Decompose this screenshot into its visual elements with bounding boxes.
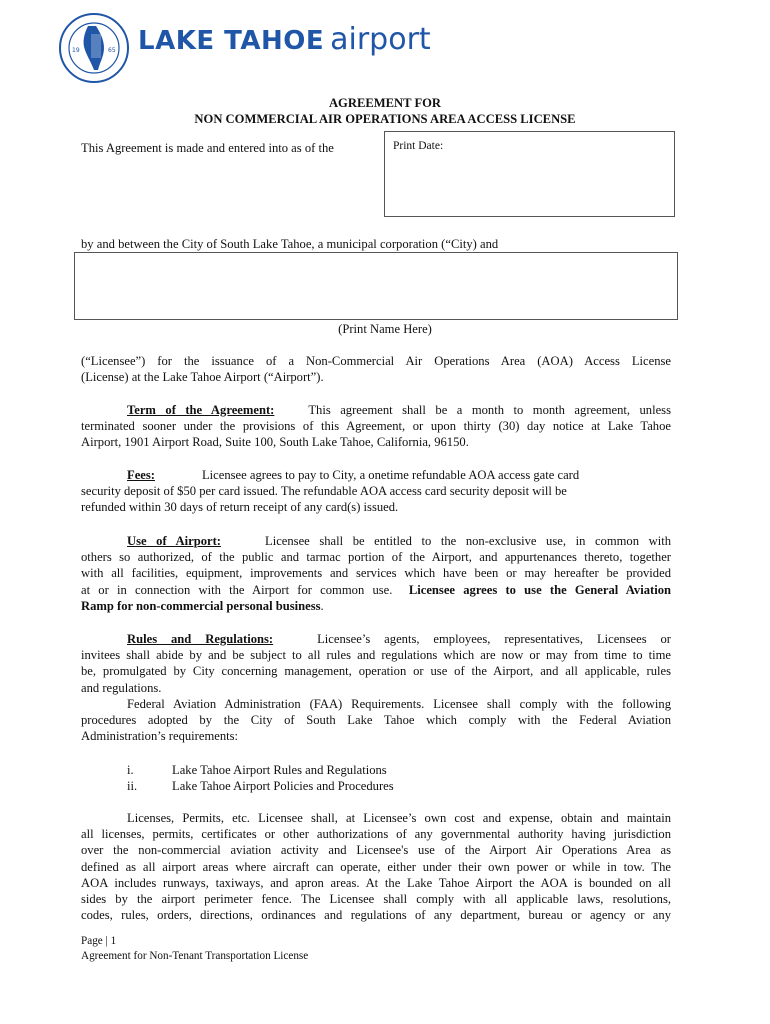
fees-line [81,467,671,483]
rules-paragraph [81,631,671,744]
airport-logo [58,12,431,88]
faa-line: procedures adopted by the City of South Lake Tahoe which comply with the Federal Aviation [81,713,671,728]
use-line [81,598,671,614]
use-paragraph [81,533,671,614]
use-bold-text: Licensee agrees to use the General Aviation [408,582,672,597]
between-text: by and between the City of South Lake Tahoe, a municipal corporation (“City) and [81,237,499,251]
licenses-text: Licenses, Permits, etc. Licensee shall, at Licensee’s own cost and expense, obtain and maintain [127,811,671,825]
licenses-line: sides by the airport perimeter fence. The Licensee shall comply with all applicable laws, resolutions, [81,892,671,907]
term-line [81,402,671,418]
term-line: Airport, 1901 Airport Road, Suite 100, South Lake Tahoe, California, 96150. [81,435,469,450]
made-entered-text: This Agreement is made and entered into as of the [81,141,334,155]
use-heading: Use of Airport: [127,534,221,548]
list-item-number: i. [127,763,134,777]
logo-wordmark-light: airport [330,22,431,57]
licenses-line [81,810,671,826]
use-line [81,582,671,598]
title-line-1: AGREEMENT FOR [328,96,442,110]
use-text: Licensee shall be entitled to the non-exclusive use, in common with [265,534,671,548]
rules-line [81,631,671,647]
fees-text: Licensee agrees to pay to City, a onetime refundable AOA access gate card [201,468,580,482]
use-line [81,533,671,549]
rules-line: invitees shall abide by and be subject to all rules and regulations which are now or may from time to time [81,648,671,663]
footer-doc-title: Agreement for Non-Tenant Transportation License [81,950,309,962]
list-item-text: Lake Tahoe Airport Rules and Regulations [172,763,387,777]
logo-wordmark-bold: LAKE TAHOE [138,26,325,56]
faa-line: Administration’s requirements: [81,729,239,744]
logo-wordmark [138,22,431,57]
rules-line: be, promulgated by City concerning management, operation or use of the Airport, and all applicable, rules [81,664,671,679]
licensee-name-field[interactable] [74,252,678,320]
title-line-2: NON COMMERCIAL AIR OPERATIONS AREA ACCESS LICENSE [194,112,576,126]
use-line: others so authorized, of the public and tarmac portion of the Airport, and appurtenances thereto, together [81,550,671,565]
page-number: Page | 1 [81,935,117,947]
licenses-line: codes, rules, orders, directions, ordinances and regulations of any department, bureau or agency or any [81,908,671,923]
licensee-line: (License) at the Lake Tahoe Airport (“Airport”). [81,370,324,385]
use-text: at or in connection with the Airport for common use. [81,582,393,597]
licenses-line: AOA includes runways, taxiways, and apron areas. At the Lake Tahoe Airport the AOA is bounded on all [81,875,671,890]
faa-text: Federal Aviation Administration (FAA) Requirements. Licensee shall comply with the following [127,696,671,711]
print-date-field[interactable] [384,131,675,217]
term-text: This agreement shall be a month to month agreement, unless [308,403,671,417]
list-item-number: ii. [127,779,138,793]
use-bold-text: Ramp for non-commercial personal business [81,598,321,613]
print-name-label: (Print Name Here) [338,322,432,336]
fees-line: security deposit of $50 per card issued. The refundable AOA access card security deposit will be [81,484,567,499]
seal-year-left: 19 [72,47,80,54]
rules-line: and regulations. [81,680,162,695]
term-heading: Term of the Agreement: [127,403,275,417]
city-seal-icon [58,12,130,84]
use-text: . [320,598,324,613]
licenses-line: all licenses, permits, certificates or other authorizations of any governmental authority having jurisdiction [81,827,671,842]
fees-paragraph [81,467,671,516]
term-paragraph [81,402,671,451]
term-line: terminated sooner under the provisions of this Agreement, or upon thirty (30) day notice at Lake Tahoe [81,419,671,434]
licenses-paragraph [81,810,671,923]
licensee-line: (“Licensee”) for the issuance of a Non-Commercial Air Operations Area (AOA) Access License [81,354,671,368]
rules-text: Licensee’s agents, employees, representatives, Licensees or [317,632,672,646]
fees-heading: Fees: [127,468,155,482]
list-item-text: Lake Tahoe Airport Policies and Procedures [172,779,394,793]
rules-heading: Rules and Regulations: [127,632,274,646]
licenses-line: over the non-commercial aviation activity and Licensee's use of the Airport Air Operations Area as [81,843,671,858]
licensee-paragraph [81,353,671,385]
use-line: with all facilities, equipment, improvements and services which have been or may hereafter be provided [81,566,671,581]
seal-year-right: 65 [108,47,116,54]
print-date-label: Print Date: [393,140,444,152]
faa-line [81,696,671,712]
fees-line: refunded within 30 days of return receipt of any card(s) issued. [81,500,399,515]
licenses-line: defined as all airport areas where aircraft can operate, either under their own power or while in tow. The [81,859,671,874]
